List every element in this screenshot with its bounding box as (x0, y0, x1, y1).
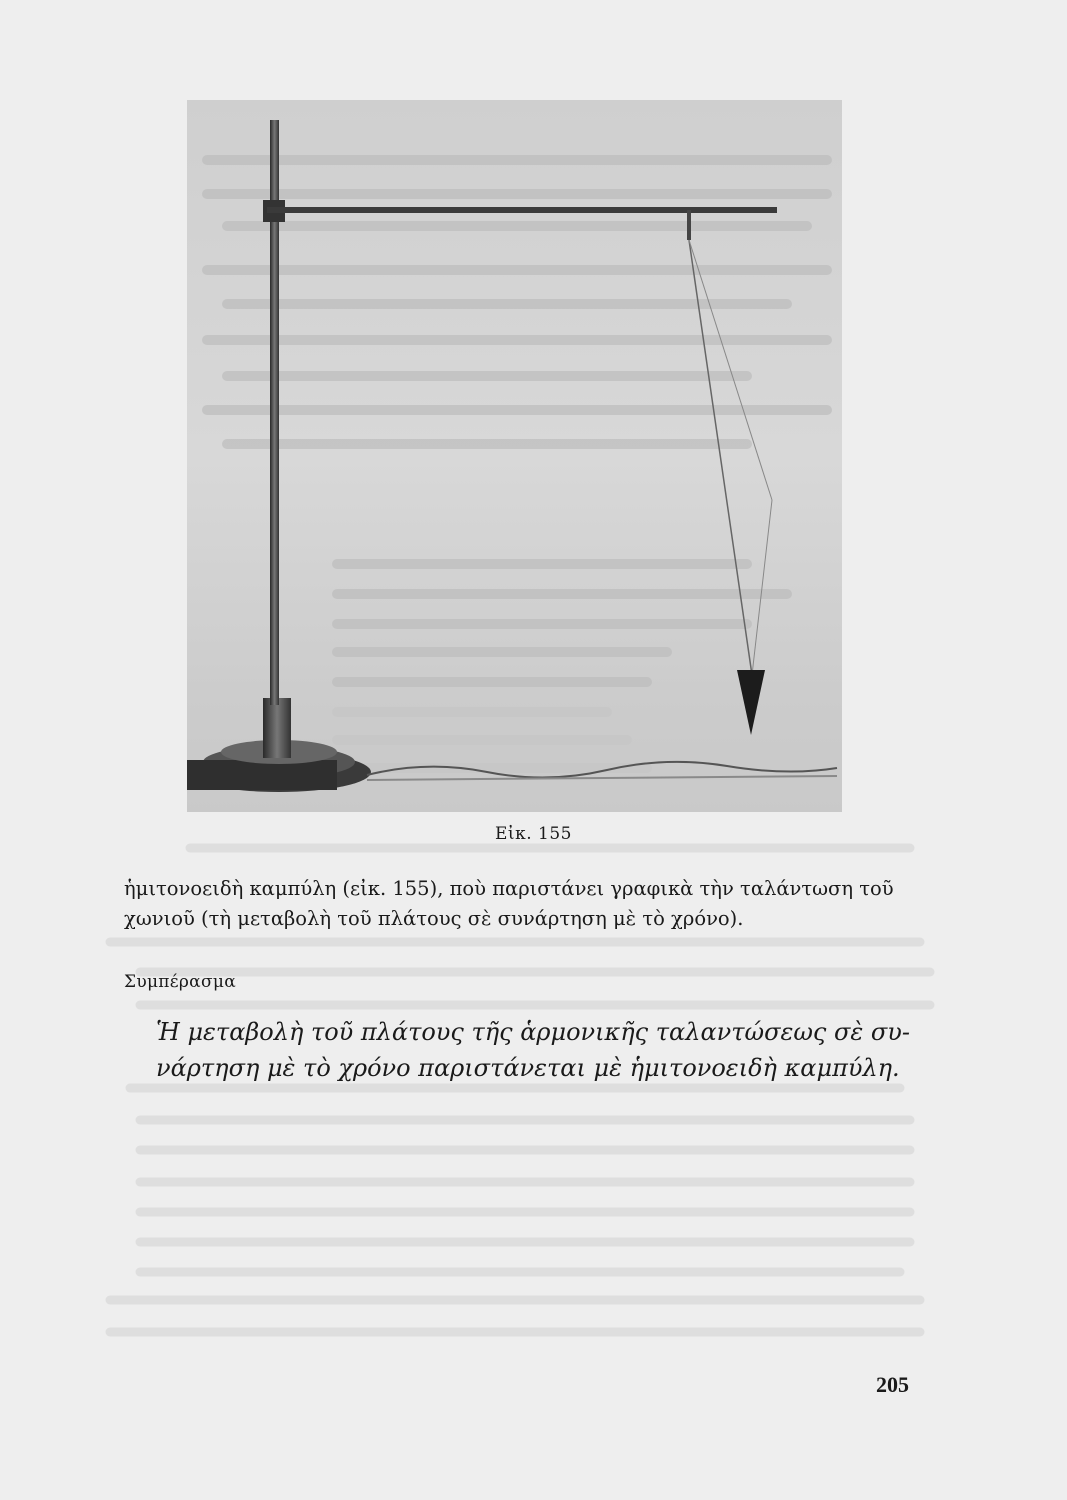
body-line-2: χωνιοῦ (τὴ μεταβολὴ τοῦ πλάτους σὲ συνάρτηση μὲ τὸ χρόνο). (124, 907, 744, 930)
conclusion-line-2: νάρτηση μὲ τὸ χρόνο παριστάνεται μὲ ἡμιτονοειδὴ καμπύλη. (156, 1054, 900, 1082)
figure-caption: Εἰκ. 155 (495, 824, 572, 844)
apparatus-photo (187, 100, 842, 812)
section-heading: Συμπέρασμα (124, 972, 236, 992)
conclusion-statement (156, 1014, 946, 1086)
body-paragraph (124, 874, 944, 934)
page-number: 205 (876, 1372, 909, 1397)
body-line-1: ἡμιτονοειδὴ καμπύλη (εἰκ. 155), ποὺ παριστάνει γραφικὰ τὴν ταλάντωση τοῦ (124, 877, 894, 900)
conclusion-line-1: Ἡ μεταβολὴ τοῦ πλάτους τῆς ἁρμονικῆς ταλαντώσεως σὲ συ- (156, 1018, 910, 1046)
